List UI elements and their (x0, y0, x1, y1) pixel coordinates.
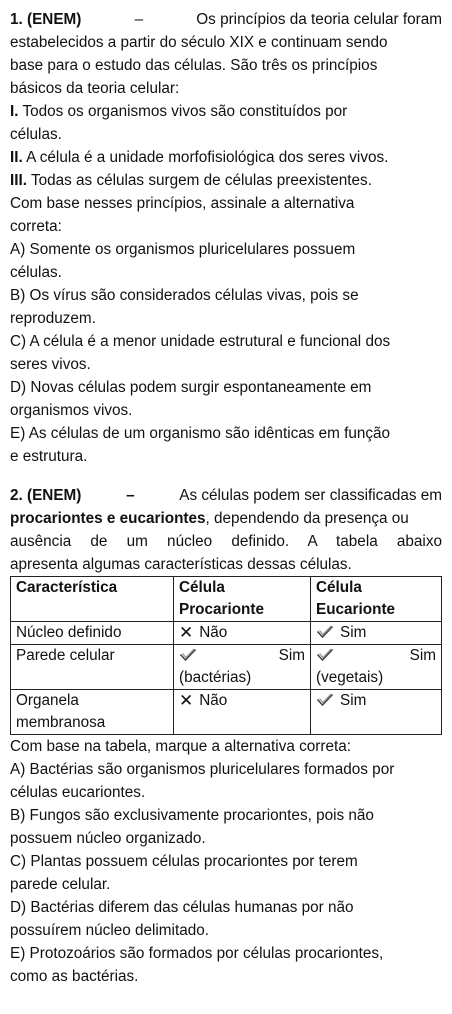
row-feature: Parede celular (11, 645, 174, 690)
question-1 (10, 8, 442, 468)
q2-prompt: Com base na tabela, marque a alternativa correta: (10, 738, 351, 755)
q2-option-c[interactable]: C) Plantas possuem células procariontes por terem (10, 853, 358, 870)
x-mark-icon: ✕ (179, 691, 194, 710)
q1-intro-line-4: básicos da teoria celular: (10, 80, 180, 97)
q2-intro-line-1: 2. (ENEM) – As células podem ser classificadas em (10, 484, 442, 507)
check-mark-icon (316, 645, 334, 667)
q2-option-d[interactable]: D) Bactérias diferem das células humanas por não (10, 899, 354, 916)
header-eukaryote: Célula Eucarionte (311, 577, 442, 622)
q1-option-c[interactable]: C) A célula é a menor unidade estrutural e funcional dos (10, 333, 391, 350)
q1-option-a[interactable]: A) Somente os organismos pluricelulares possuem (10, 241, 356, 258)
q2-option-c-cont: parede celular. (10, 876, 111, 893)
q2-option-b-cont: possuem núcleo organizado. (10, 830, 206, 847)
q2-option-e-cont: como as bactérias. (10, 968, 139, 985)
table-row (11, 645, 442, 690)
check-mark-icon (179, 645, 197, 667)
row-feature: Organela membranosa (11, 690, 174, 735)
q1-prompt-line-1: Com base nesses princípios, assinale a alternativa (10, 195, 355, 212)
table-header-row (11, 577, 442, 622)
q2-option-a-cont: células eucariontes. (10, 784, 146, 801)
header-feature: Característica (11, 577, 174, 622)
q1-intro-text: Os princípios da teoria celular foram (196, 11, 442, 28)
row-eukaryote-cell: Sim (311, 622, 442, 645)
check-mark-icon (316, 690, 334, 707)
q1-prompt-line-2: correta: (10, 218, 62, 235)
q1-option-a-cont: células. (10, 264, 62, 281)
question-2 (10, 484, 442, 988)
q1-intro-line-3: base para o estudo das células. São três os princípios (10, 57, 378, 74)
principle-1: I. Todos os organismos vivos são constituídos por (10, 103, 348, 120)
row-prokaryote-cell: ✕ Não (174, 690, 311, 735)
q2-intro-line-3: ausência de um núcleo definido. A tabela abaixo (10, 533, 442, 550)
eukaryote-note: (vegetais) (316, 669, 384, 686)
row-prokaryote-cell: ✕ Não (174, 622, 311, 645)
q2-option-a[interactable]: A) Bactérias são organismos pluricelulares formados por (10, 761, 395, 778)
table-row (11, 690, 442, 735)
check-mark-icon (316, 622, 334, 639)
row-eukaryote-cell: Sim (311, 690, 442, 735)
cell-comparison-table (10, 576, 442, 735)
q2-intro-line-2: procariontes e eucariontes, dependendo da presença ou (10, 510, 409, 527)
q2-bold-term: procariontes e eucariontes (10, 510, 206, 527)
q1-option-b-cont: reproduzem. (10, 310, 96, 327)
q1-intro-line-1: 1. (ENEM) – Os princípios da teoria celular foram (10, 8, 442, 31)
q2-option-e[interactable]: E) Protozoários são formados por células procariontes, (10, 945, 384, 962)
prokaryote-note: (bactérias) (179, 669, 252, 686)
row-eukaryote-cell: Sim (vegetais) (311, 645, 442, 690)
q1-option-d-cont: organismos vivos. (10, 402, 133, 419)
principle-2: II. A célula é a unidade morfofisiológica dos seres vivos. (10, 149, 389, 166)
q1-intro-line-2: estabelecidos a partir do século XIX e continuam sendo (10, 34, 388, 51)
q2-label: 2. (ENEM) (10, 487, 82, 504)
q1-option-e[interactable]: E) As células de um organismo são idênticas em função (10, 425, 391, 442)
row-feature: Núcleo definido (11, 622, 174, 645)
q1-option-d[interactable]: D) Novas células podem surgir espontaneamente em (10, 379, 372, 396)
q2-option-b[interactable]: B) Fungos são exclusivamente procariontes, pois não (10, 807, 374, 824)
q2-option-d-cont: possuírem núcleo delimitado. (10, 922, 209, 939)
row-prokaryote-cell: Sim (bactérias) (174, 645, 311, 690)
principle-1-cont: células. (10, 126, 62, 143)
q1-option-e-cont: e estrutura. (10, 448, 88, 465)
q2-intro-line-4: apresenta algumas características dessas células. (10, 556, 352, 573)
x-mark-icon: ✕ (179, 623, 194, 642)
q1-option-b[interactable]: B) Os vírus são considerados células vivas, pois se (10, 287, 359, 304)
spacer (10, 468, 442, 484)
principle-3: III. Todas as células surgem de células preexistentes. (10, 172, 372, 189)
q1-label: 1. (ENEM) (10, 11, 82, 28)
q1-option-c-cont: seres vivos. (10, 356, 91, 373)
header-prokaryote: Célula Procarionte (174, 577, 311, 622)
table-row (11, 622, 442, 645)
